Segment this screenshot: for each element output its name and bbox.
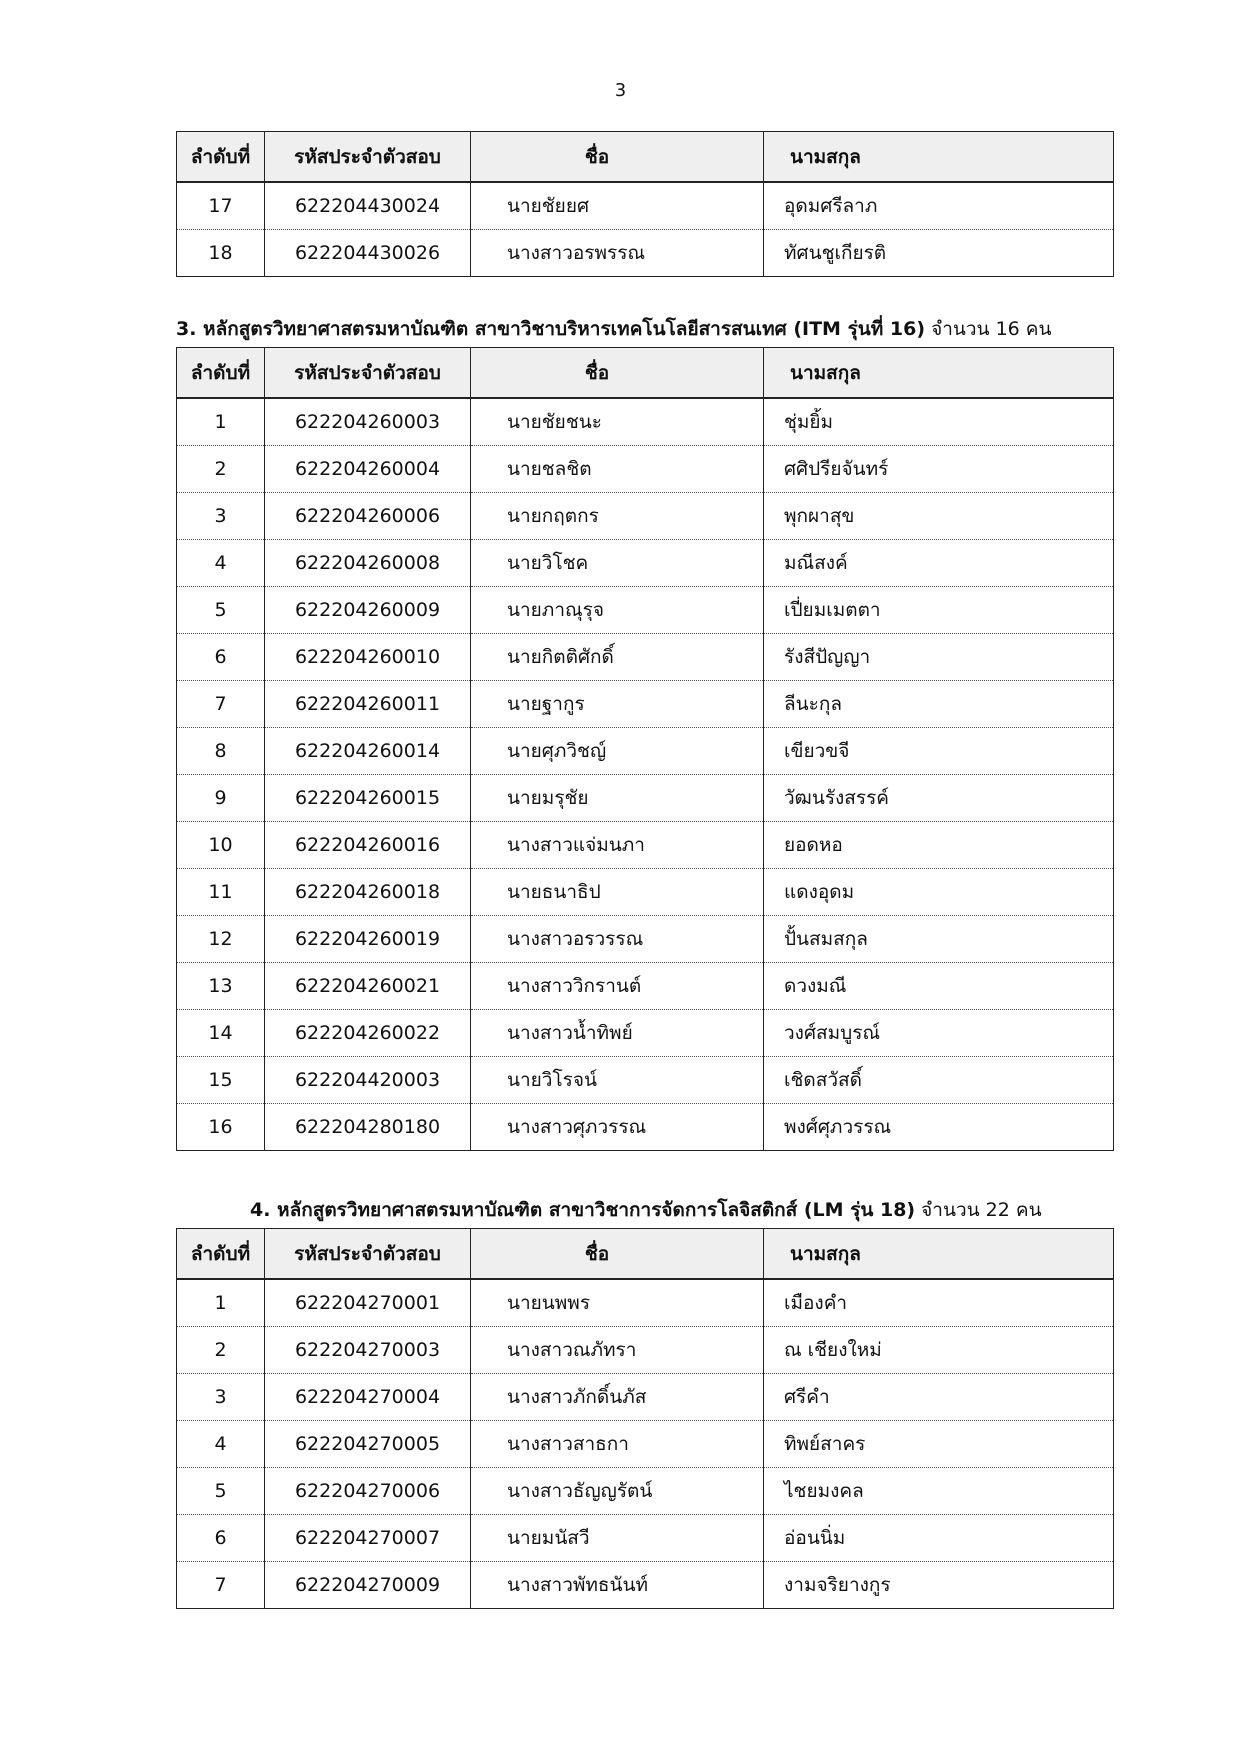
exam-id: 622204260004 bbox=[265, 446, 471, 493]
table-row bbox=[177, 1327, 1114, 1374]
table-row bbox=[177, 1421, 1114, 1468]
section-4-title: 4. หลักสูตรวิทยาศาสตรมหาบัณฑิต สาขาวิชาการจัดการโลจิสติกส์ (LM รุ่น 18) bbox=[250, 1199, 916, 1221]
last-name: ชุ่มยิ้ม bbox=[764, 398, 1114, 446]
first-name: นางสาวน้ำทิพย์ bbox=[471, 1010, 764, 1057]
table-row bbox=[177, 1279, 1114, 1327]
row-number: 17 bbox=[177, 182, 265, 230]
first-name: นายวิโรจน์ bbox=[471, 1057, 764, 1104]
table-row bbox=[177, 540, 1114, 587]
last-name: เขียวขจี bbox=[764, 728, 1114, 775]
exam-id: 622204260021 bbox=[265, 963, 471, 1010]
col-header-id: รหัสประจำตัวสอบ bbox=[265, 1229, 471, 1280]
col-header-first-name: ชื่อ bbox=[471, 1229, 764, 1280]
col-header-no: ลำดับที่ bbox=[177, 132, 265, 183]
first-name: นายชัยชนะ bbox=[471, 398, 764, 446]
table-row bbox=[177, 182, 1114, 230]
table-row bbox=[177, 1057, 1114, 1104]
first-name: นางสาวอรพรรณ bbox=[471, 230, 764, 277]
row-number: 1 bbox=[177, 1279, 265, 1327]
last-name: ไชยมงคล bbox=[764, 1468, 1114, 1515]
table-header-row bbox=[177, 348, 1114, 399]
row-number: 6 bbox=[177, 634, 265, 681]
row-number: 8 bbox=[177, 728, 265, 775]
first-name: นางสาวภักดิ์นภัส bbox=[471, 1374, 764, 1421]
exam-id: 622204270004 bbox=[265, 1374, 471, 1421]
last-name: วัฒนรังสรรค์ bbox=[764, 775, 1114, 822]
exam-id: 622204270005 bbox=[265, 1421, 471, 1468]
col-header-first-name: ชื่อ bbox=[471, 132, 764, 183]
col-header-no: ลำดับที่ bbox=[177, 1229, 265, 1280]
last-name: เปี่ยมเมตตา bbox=[764, 587, 1114, 634]
last-name: มณีสงค์ bbox=[764, 540, 1114, 587]
table-row bbox=[177, 869, 1114, 916]
row-number: 1 bbox=[177, 398, 265, 446]
col-header-id: รหัสประจำตัวสอบ bbox=[265, 348, 471, 399]
continuation-table bbox=[176, 131, 1114, 277]
row-number: 7 bbox=[177, 681, 265, 728]
section-3-title: 3. หลักสูตรวิทยาศาสตรมหาบัณฑิต สาขาวิชาบริหารเทคโนโลยีสารสนเทศ (ITM รุ่นที่ 16) bbox=[176, 318, 926, 340]
first-name: นายฐากูร bbox=[471, 681, 764, 728]
exam-id: 622204270006 bbox=[265, 1468, 471, 1515]
row-number: 10 bbox=[177, 822, 265, 869]
row-number: 6 bbox=[177, 1515, 265, 1562]
page-number: 3 bbox=[614, 80, 627, 101]
row-number: 4 bbox=[177, 540, 265, 587]
col-header-no: ลำดับที่ bbox=[177, 348, 265, 399]
last-name: ศศิปรียจันทร์ bbox=[764, 446, 1114, 493]
table-row bbox=[177, 822, 1114, 869]
table-row bbox=[177, 1104, 1114, 1151]
table-row bbox=[177, 1562, 1114, 1609]
row-number: 13 bbox=[177, 963, 265, 1010]
last-name: แดงอุดม bbox=[764, 869, 1114, 916]
row-number: 5 bbox=[177, 587, 265, 634]
last-name: ทิพย์สาคร bbox=[764, 1421, 1114, 1468]
section-3-heading bbox=[176, 314, 1051, 344]
exam-id: 622204260022 bbox=[265, 1010, 471, 1057]
first-name: นายวิโชค bbox=[471, 540, 764, 587]
col-header-last-name: นามสกุล bbox=[764, 1229, 1114, 1280]
first-name: นางสาวแจ่มนภา bbox=[471, 822, 764, 869]
row-number: 14 bbox=[177, 1010, 265, 1057]
last-name: พงศ์ศุภวรรณ bbox=[764, 1104, 1114, 1151]
table-row bbox=[177, 634, 1114, 681]
first-name: นายกฤตกร bbox=[471, 493, 764, 540]
table-row bbox=[177, 1374, 1114, 1421]
first-name: นางสาวณภัทรา bbox=[471, 1327, 764, 1374]
section-4-count: จำนวน 22 คน bbox=[921, 1199, 1042, 1221]
exam-id: 622204260011 bbox=[265, 681, 471, 728]
exam-id: 622204260016 bbox=[265, 822, 471, 869]
section-3-table bbox=[176, 347, 1114, 1151]
table-row bbox=[177, 681, 1114, 728]
exam-id: 622204270003 bbox=[265, 1327, 471, 1374]
row-number: 9 bbox=[177, 775, 265, 822]
col-header-last-name: นามสกุล bbox=[764, 348, 1114, 399]
first-name: นายภาณุรุจ bbox=[471, 587, 764, 634]
last-name: เมืองคำ bbox=[764, 1279, 1114, 1327]
row-number: 2 bbox=[177, 1327, 265, 1374]
exam-id: 622204260010 bbox=[265, 634, 471, 681]
row-number: 11 bbox=[177, 869, 265, 916]
first-name: นายศุภวิชญ์ bbox=[471, 728, 764, 775]
first-name: นางสาววิกรานต์ bbox=[471, 963, 764, 1010]
table-header-row bbox=[177, 1229, 1114, 1280]
table-row bbox=[177, 587, 1114, 634]
table-row bbox=[177, 728, 1114, 775]
table-row bbox=[177, 1515, 1114, 1562]
last-name: รังสีปัญญา bbox=[764, 634, 1114, 681]
last-name: ทัศนชูเกียรติ bbox=[764, 230, 1114, 277]
last-name: พุกผาสุข bbox=[764, 493, 1114, 540]
exam-id: 622204270001 bbox=[265, 1279, 471, 1327]
exam-id: 622204420003 bbox=[265, 1057, 471, 1104]
row-number: 18 bbox=[177, 230, 265, 277]
first-name: นายมรุชัย bbox=[471, 775, 764, 822]
first-name: นางสาวอรวรรณ bbox=[471, 916, 764, 963]
first-name: นายมนัสวี bbox=[471, 1515, 764, 1562]
last-name: ศรีคำ bbox=[764, 1374, 1114, 1421]
table-header-row bbox=[177, 132, 1114, 183]
row-number: 2 bbox=[177, 446, 265, 493]
exam-id: 622204260015 bbox=[265, 775, 471, 822]
col-header-first-name: ชื่อ bbox=[471, 348, 764, 399]
section-3-count: จำนวน 16 คน bbox=[931, 318, 1052, 340]
first-name: นางสาวศุภวรรณ bbox=[471, 1104, 764, 1151]
table-row bbox=[177, 446, 1114, 493]
row-number: 7 bbox=[177, 1562, 265, 1609]
first-name: นายชัยยศ bbox=[471, 182, 764, 230]
table-row bbox=[177, 775, 1114, 822]
exam-id: 622204430026 bbox=[265, 230, 471, 277]
last-name: อุดมศรีลาภ bbox=[764, 182, 1114, 230]
first-name: นางสาวธัญญรัตน์ bbox=[471, 1468, 764, 1515]
table-row bbox=[177, 916, 1114, 963]
section-4-heading bbox=[250, 1195, 1042, 1225]
exam-id: 622204260009 bbox=[265, 587, 471, 634]
first-name: นายกิตติศักดิ์ bbox=[471, 634, 764, 681]
exam-id: 622204260008 bbox=[265, 540, 471, 587]
table-row bbox=[177, 1468, 1114, 1515]
row-number: 3 bbox=[177, 1374, 265, 1421]
last-name: ดวงมณี bbox=[764, 963, 1114, 1010]
last-name: ยอดหอ bbox=[764, 822, 1114, 869]
row-number: 15 bbox=[177, 1057, 265, 1104]
last-name: เชิดสวัสดิ์ bbox=[764, 1057, 1114, 1104]
row-number: 12 bbox=[177, 916, 265, 963]
section-4-table bbox=[176, 1228, 1114, 1609]
table-row bbox=[177, 398, 1114, 446]
exam-id: 622204260019 bbox=[265, 916, 471, 963]
row-number: 16 bbox=[177, 1104, 265, 1151]
exam-id: 622204260018 bbox=[265, 869, 471, 916]
table-row bbox=[177, 1010, 1114, 1057]
table-row bbox=[177, 963, 1114, 1010]
table-row bbox=[177, 230, 1114, 277]
col-header-id: รหัสประจำตัวสอบ bbox=[265, 132, 471, 183]
last-name: ลีนะกุล bbox=[764, 681, 1114, 728]
first-name: นางสาวสาธกา bbox=[471, 1421, 764, 1468]
last-name: ปั้นสมสกุล bbox=[764, 916, 1114, 963]
last-name: อ่อนนิ่ม bbox=[764, 1515, 1114, 1562]
first-name: นางสาวพัทธนันท์ bbox=[471, 1562, 764, 1609]
first-name: นายนพพร bbox=[471, 1279, 764, 1327]
exam-id: 622204260014 bbox=[265, 728, 471, 775]
first-name: นายชลชิต bbox=[471, 446, 764, 493]
exam-id: 622204430024 bbox=[265, 182, 471, 230]
last-name: งามจริยางกูร bbox=[764, 1562, 1114, 1609]
exam-id: 622204260006 bbox=[265, 493, 471, 540]
row-number: 3 bbox=[177, 493, 265, 540]
col-header-last-name: นามสกุล bbox=[764, 132, 1114, 183]
exam-id: 622204260003 bbox=[265, 398, 471, 446]
table-row bbox=[177, 493, 1114, 540]
exam-id: 622204270007 bbox=[265, 1515, 471, 1562]
row-number: 5 bbox=[177, 1468, 265, 1515]
last-name: ณ เชียงใหม่ bbox=[764, 1327, 1114, 1374]
last-name: วงศ์สมบูรณ์ bbox=[764, 1010, 1114, 1057]
exam-id: 622204280180 bbox=[265, 1104, 471, 1151]
row-number: 4 bbox=[177, 1421, 265, 1468]
exam-id: 622204270009 bbox=[265, 1562, 471, 1609]
first-name: นายธนาธิป bbox=[471, 869, 764, 916]
